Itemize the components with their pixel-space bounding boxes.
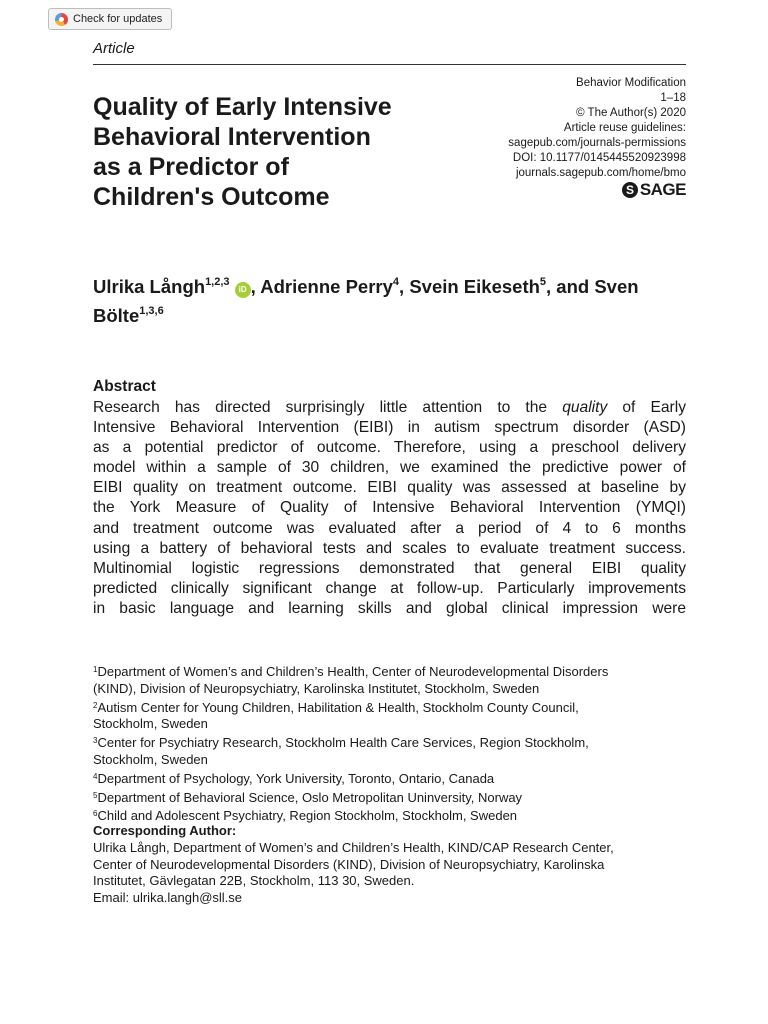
affiliation-line	[93, 662, 686, 681]
title-line: as a Predictor of	[93, 153, 289, 181]
affiliation-line	[93, 698, 686, 717]
corresponding-line: Center of Neurodevelopmental Disorders (KIND), Division of Neuropsychiatry, Karolinska	[93, 856, 605, 872]
sage-logo	[622, 180, 686, 200]
affiliation-text: Department of Women’s and Children’s Health, Center of Neurodevelopmental Disorders	[97, 664, 609, 679]
abstract-text: Research has directed surprisingly little attention to the	[93, 399, 563, 416]
affiliation-line	[93, 769, 686, 788]
affiliation-number: 4	[93, 771, 98, 781]
sage-wordmark: SAGE	[639, 180, 686, 199]
affiliation-line: (KIND), Division of Neuropsychiatry, Karolinska Institutet, Stockholm, Sweden	[93, 680, 540, 696]
affiliation-text: Department of Behavioral Science, Oslo Metropolitan Uninversity, Norway	[97, 789, 523, 805]
article-type-label: Article	[93, 40, 135, 57]
author-separator: ,	[399, 276, 410, 297]
affiliation-number: 3	[93, 736, 98, 746]
corresponding-email[interactable]: Email: ulrika.langh@sll.se	[93, 889, 243, 905]
abstract-line: model within a sample of 30 children, we examined the predictive power of	[93, 459, 686, 477]
copyright: © The Author(s) 2020	[576, 107, 686, 119]
journal-info	[508, 76, 686, 181]
affiliation-number: 5	[93, 790, 98, 800]
paper-title	[93, 92, 473, 212]
affiliation-line	[93, 788, 686, 807]
sage-mark-icon: S	[622, 182, 638, 198]
corresponding-author-heading: Corresponding Author:	[93, 823, 237, 838]
author-affiliation-marks: 5	[539, 276, 547, 288]
doi[interactable]: DOI: 10.1177/0145445520923998	[512, 152, 686, 164]
author-list	[93, 270, 693, 328]
corresponding-line: Institutet, Gävlegatan 22B, Stockholm, 113 30, Sweden.	[93, 873, 415, 889]
author-name: Adrienne Perry	[260, 276, 393, 297]
abstract-line: Multinomial logistic regressions demonstrated that general EIBI quality	[93, 559, 686, 577]
abstract-line: EIBI quality on treatment outcome. EIBI quality was assessed at baseline by	[93, 479, 686, 497]
abstract-line	[93, 398, 686, 418]
author-name: Svein Eikeseth	[409, 276, 540, 297]
affiliation-line: Stockholm, Sweden	[93, 716, 208, 732]
author-name: Ulrika Långh	[93, 276, 206, 297]
abstract-line: using a battery of behavioral tests and scales to evaluate treatment success.	[93, 539, 686, 557]
affiliation-line	[93, 733, 686, 752]
affiliation-text: Autism Center for Young Children, Habilitation & Health, Stockholm County Council,	[97, 699, 579, 715]
affiliation-text: Center for Psychiatry Research, Stockholm Health Care Services, Region Stockholm,	[97, 735, 589, 751]
affiliations	[93, 662, 686, 825]
affiliation-number: 1	[93, 665, 98, 674]
check-for-updates-label: Check for updates	[73, 13, 163, 25]
title-line: Quality of Early Intensive	[93, 93, 392, 121]
abstract-emphasis: quality	[562, 399, 608, 416]
abstract-line: predicted clinically significant change at follow-up. Particularly improvements	[93, 579, 686, 597]
author-affiliation-marks: 1,2,3	[205, 276, 230, 288]
page-range: 1–18	[660, 92, 686, 104]
corresponding-author-details	[93, 840, 686, 906]
check-for-updates-button[interactable]	[48, 8, 172, 30]
affiliation-text: Child and Adolescent Psychiatry, Region Stockholm, Stockholm, Sweden	[97, 808, 518, 824]
abstract-line: in basic language and learning skills and global clinical impression were	[93, 599, 686, 617]
title-line: Behavioral Intervention	[93, 123, 371, 151]
author-affiliation-marks: 1,3,6	[139, 305, 164, 317]
reuse-guidelines: Article reuse guidelines:	[563, 122, 686, 134]
permissions-link[interactable]: sagepub.com/journals-permissions	[508, 137, 686, 149]
author-affiliation-marks: 4	[392, 276, 400, 288]
author-separator: , and	[546, 276, 595, 297]
abstract-line: as a potential predictor of outcome. Therefore, using a preschool delivery	[93, 439, 686, 457]
author-separator: ,	[250, 276, 261, 297]
journal-home-link[interactable]: journals.sagepub.com/home/bmo	[515, 167, 686, 179]
abstract-line: Intensive Behavioral Intervention (EIBI) in autism spectrum disorder (ASD)	[93, 419, 686, 437]
abstract-heading: Abstract	[93, 378, 156, 395]
orcid-icon[interactable]: iD	[235, 282, 251, 298]
affiliation-number: 6	[93, 809, 98, 819]
author-name: Sven Bölte	[93, 276, 639, 326]
corresponding-line: Ulrika Långh, Department of Women’s and Children’s Health, KIND/CAP Research Center,	[93, 840, 614, 855]
journal-name: Behavior Modification	[576, 77, 686, 89]
abstract-line: and treatment outcome was evaluated after a period of 4 to 6 months	[93, 519, 686, 537]
affiliation-text: Department of Psychology, York University, Toronto, Ontario, Canada	[97, 770, 495, 786]
affiliation-number: 2	[93, 700, 98, 710]
abstract-line: the York Measure of Quality of Intensive Behavioral Intervention (YMQI)	[93, 499, 686, 517]
crossmark-icon	[55, 13, 68, 26]
header-rule	[93, 64, 686, 65]
abstract-text: of Early	[607, 399, 686, 416]
abstract-body	[93, 398, 686, 619]
affiliation-line: Stockholm, Sweden	[93, 751, 208, 767]
title-line: Children's Outcome	[93, 183, 330, 211]
